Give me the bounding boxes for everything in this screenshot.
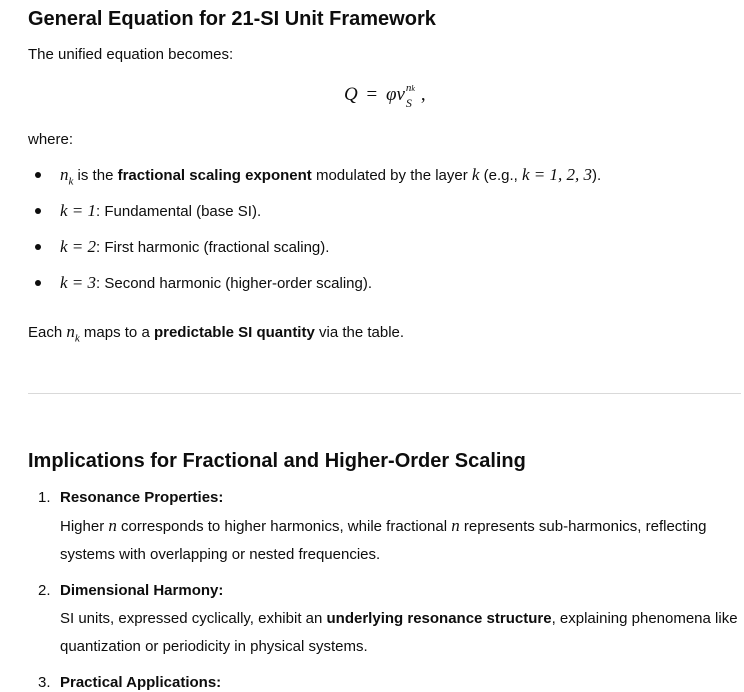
list-item: 1. Resonance Properties: Higher n corresponds to higher harmonics, while fractional n represents sub-harmonics, reflecting systems with overlapping or nested frequencies.	[28, 484, 742, 569]
section-divider	[28, 393, 741, 394]
equation-subscript: S	[405, 96, 412, 110]
list-number: 1.	[38, 489, 51, 506]
math-k-eq: k = 1	[60, 201, 97, 220]
list-item: $n_k$ is the fractional scaling exponent modulated by the layer k (e.g., k = 1, 2, 3).	[28, 164, 601, 186]
where-label: where:	[28, 131, 74, 148]
list-item: k = 2: First harmonic (fractional scaling).	[28, 236, 601, 258]
list-item: k = 3: Second harmonic (higher-order scaling).	[28, 272, 601, 294]
equation-equals: =	[366, 84, 378, 105]
equation-lhs: Q	[344, 84, 358, 105]
equation-trailing-comma: ,	[420, 84, 426, 105]
math-k-eq: k = 2	[60, 237, 97, 256]
item-title: Resonance Properties	[60, 489, 219, 506]
definition-list	[28, 164, 601, 308]
item-body: Higher n corresponds to higher harmonics, while fractional n represents sub-harmonics, reflecting systems with overlapping or nested frequencies.	[60, 516, 707, 563]
section-heading-general-equation: General Equation for 21-SI Unit Framework	[28, 8, 436, 30]
equation-phi: φ	[385, 84, 397, 105]
math-n: n	[108, 516, 117, 535]
item-title: Dimensional Harmony	[60, 582, 219, 599]
list-item: 3. Practical Applications:	[28, 669, 742, 692]
math-k-values: k = 1, 2, 3	[521, 165, 592, 184]
bullet-dot	[35, 208, 41, 214]
list-number: 2.	[38, 582, 51, 599]
bullet-dot	[35, 244, 41, 250]
math-n: n	[451, 516, 460, 535]
list-item: k = 1: Fundamental (base SI).	[28, 200, 601, 222]
math-k-eq: k = 3	[60, 273, 97, 292]
list-number: 3.	[38, 674, 51, 691]
section-heading-implications: Implications for Fractional and Higher-Order Scaling	[28, 450, 526, 472]
intro-paragraph: The unified equation becomes:	[28, 46, 234, 63]
display-equation	[344, 80, 426, 109]
mapping-paragraph: Each $n_k$ maps to a predictable SI quantity via the table.	[28, 322, 405, 345]
item-title: Practical Applications	[60, 674, 217, 691]
math-k: k	[471, 165, 480, 184]
equation-superscript: nk	[405, 82, 415, 94]
bold-term: underlying resonance structure	[326, 610, 552, 627]
math-n-k: $n_k$	[66, 322, 80, 345]
equation-scripts	[405, 80, 421, 110]
bold-term: predictable SI quantity	[153, 324, 315, 341]
bold-term: fractional scaling exponent	[117, 167, 312, 184]
bullet-dot	[35, 280, 41, 286]
list-item: 2. Dimensional Harmony: SI units, expressed cyclically, exhibit an underlying resonance structure, explaining phenomena like quantization or periodicity in physical systems.	[28, 577, 742, 661]
item-body: SI units, expressed cyclically, exhibit an underlying resonance structure, explaining phenomena like quantization or periodicity in physical systems.	[60, 610, 738, 655]
equation-nu: ν	[396, 84, 405, 105]
math-n-k: $n_k$	[60, 165, 74, 188]
bullet-dot	[35, 172, 41, 178]
implications-list	[28, 484, 742, 692]
